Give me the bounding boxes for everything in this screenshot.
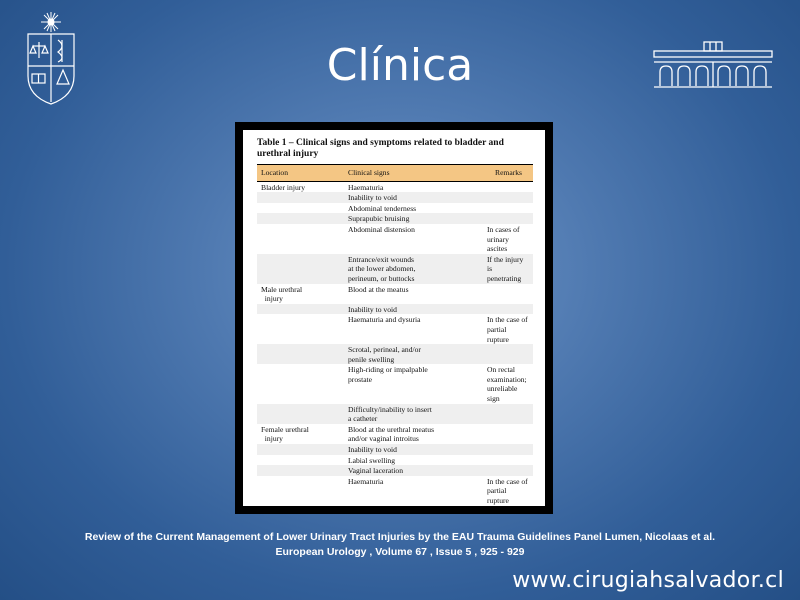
cell-remark: If the injury is penetrating (483, 254, 533, 284)
cell-remark (483, 284, 533, 304)
cell-remark (483, 181, 533, 192)
table-caption-line-1: Table 1 – Clinical signs and symptoms related to bladder and (257, 138, 504, 148)
cell-remark (483, 203, 533, 214)
table-row (257, 465, 533, 476)
table-row (257, 181, 533, 192)
cell-location (257, 203, 344, 214)
table-row (257, 344, 533, 364)
cell-remark (483, 455, 533, 466)
header-location: Location (257, 165, 344, 182)
cell-remark: On rectal examination; unreliable sign (487, 365, 527, 404)
table-row (257, 213, 533, 224)
header-remarks: Remarks (483, 165, 533, 182)
cell-clinical-sign: Vaginal laceration (344, 465, 483, 476)
cell-location (257, 254, 344, 284)
cell-clinical-sign: Blood at the urethral meatus and/or vaginal introitus (348, 424, 435, 444)
cell-location (257, 213, 344, 224)
cell-clinical-sign: Haematuria (344, 476, 483, 506)
cell-remark: In the case of partial rupture (483, 476, 533, 506)
cell-remark (483, 424, 533, 444)
table-caption (257, 138, 533, 160)
cell-remark (483, 404, 533, 424)
table-row (257, 224, 533, 254)
cell-clinical-sign: Abdominal distension (348, 224, 415, 234)
cell-remark (483, 444, 533, 455)
cell-location (257, 444, 344, 455)
table-header-row (257, 165, 533, 182)
cell-clinical-sign: Difficulty/inability to insert a catheter (344, 404, 483, 424)
cell-location (257, 304, 344, 315)
cell-location (257, 465, 344, 476)
cell-location (257, 224, 344, 254)
cell-location (257, 314, 344, 344)
table-row (257, 314, 533, 344)
table-image-frame (235, 122, 553, 514)
cell-location (257, 455, 344, 466)
reference-line-1: Review of the Current Management of Lower Urinary Tract Injuries by the EAU Trauma Guidelines Panel Lumen, Nicolaas et al. (84, 531, 716, 543)
table-caption-line-2: urethral injury (257, 149, 319, 159)
cell-location: Male urethral injury (261, 284, 303, 304)
cell-location (257, 476, 344, 506)
cell-remark (483, 213, 533, 224)
cell-clinical-sign: Inability to void (344, 192, 483, 203)
table-row (257, 424, 533, 444)
reference-line-2: European Urology , Volume 67 , Issue 5 , 925 - 929 (275, 546, 525, 558)
reference-citation (0, 530, 800, 560)
cell-clinical-sign: Inability to void (344, 304, 483, 315)
cell-clinical-sign: Labial swelling (348, 455, 396, 465)
cell-remark (483, 465, 533, 476)
cell-remark (483, 192, 533, 203)
table-sheet (243, 130, 545, 506)
cell-location (257, 404, 344, 424)
clinical-signs-table (257, 164, 533, 507)
cell-location: Female urethral injury (261, 424, 309, 444)
table-row (257, 254, 533, 284)
table-row (257, 404, 533, 424)
cell-clinical-sign: Entrance/exit wounds at the lower abdomen, perineum, or buttocks (344, 254, 483, 284)
table-body (257, 181, 533, 506)
cell-clinical-sign: Scrotal, perineal, and/or penile swelling (344, 344, 483, 364)
table-row (257, 284, 533, 304)
slide-title: Clínica (326, 40, 474, 91)
table-row (257, 203, 533, 214)
cell-location (257, 344, 344, 364)
cell-location: Bladder injury (261, 182, 306, 192)
cell-remark (483, 304, 533, 315)
table-row (257, 364, 533, 403)
cell-remark (483, 344, 533, 364)
table-row (257, 192, 533, 203)
table-row (257, 444, 533, 455)
website-url: www.cirugiahsalvador.cl (512, 568, 784, 593)
cell-clinical-sign: Haematuria (348, 182, 384, 192)
cell-location (257, 192, 344, 203)
header-clinical-signs: Clinical signs (344, 165, 483, 182)
cell-clinical-sign: Abdominal tenderness (348, 203, 417, 213)
cell-clinical-sign: Inability to void (344, 444, 483, 455)
cell-clinical-sign: Blood at the meatus (348, 284, 409, 294)
table-row (257, 455, 533, 466)
cell-location (257, 364, 344, 403)
cell-clinical-sign: Suprapubic bruising (344, 213, 483, 224)
cell-clinical-sign: High-riding or impalpable prostate (348, 365, 428, 384)
cell-clinical-sign: Haematuria and dysuria (348, 315, 421, 325)
cell-remark: In the case of partial rupture (487, 315, 528, 344)
cell-remark: In cases of urinary ascites (487, 224, 520, 254)
table-row (257, 476, 533, 506)
table-row (257, 304, 533, 315)
